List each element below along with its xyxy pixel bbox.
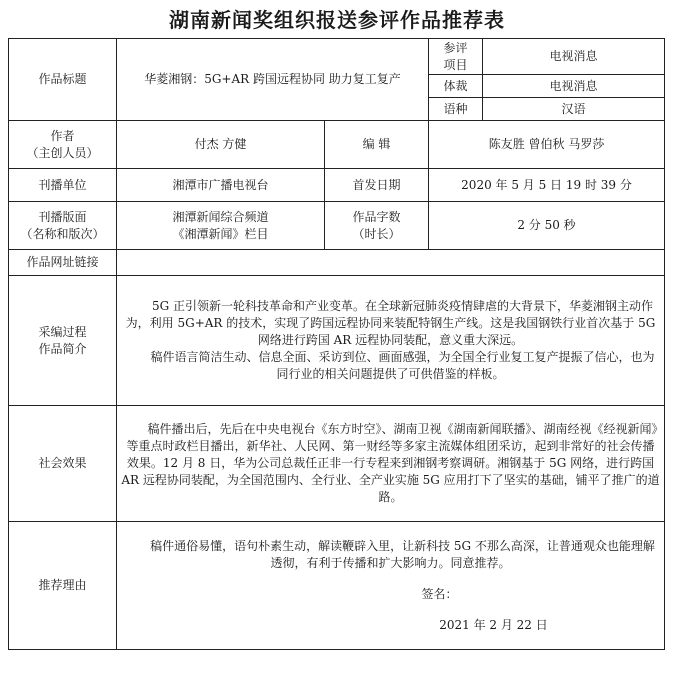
- url-value: [117, 250, 665, 276]
- signature-date: 2021 年 2 月 22 日: [439, 617, 548, 632]
- reason-text: [117, 522, 665, 650]
- intro-label: 采编过程 作品简介: [9, 276, 117, 406]
- recommendation-form: [8, 38, 665, 650]
- editor-label: 编 辑: [325, 121, 429, 169]
- first-date-value: 2020 年 5 月 5 日 19 时 39 分: [429, 169, 665, 202]
- intro-paragraph-2: 稿件语言简洁生动、信息全面、采访到位、画面感强，为全国全行业复工复产提振了信心，也为同行业的相关问题提供了可供借鉴的样板。: [150, 350, 655, 381]
- editor-value: 陈友胜 曾伯秋 马罗莎: [429, 121, 665, 169]
- work-title-label: 作品标题: [9, 39, 117, 121]
- category-label: 参评 项目: [429, 39, 483, 75]
- intro-text: [117, 276, 665, 406]
- length-label: 作品字数 （时长）: [325, 202, 429, 250]
- effect-text: [117, 406, 665, 522]
- length-value: 2 分 50 秒: [429, 202, 665, 250]
- publisher-label: 刊播单位: [9, 169, 117, 202]
- url-label: 作品网址链接: [9, 250, 117, 276]
- author-label: 作者 （主创人员）: [9, 121, 117, 169]
- work-title-value: 华菱湘钢：5G+AR 跨国远程协同 助力复工复产: [117, 39, 429, 121]
- effect-paragraph-1: 稿件播出后，先后在中央电视台《东方时空》、湖南卫视《湖南新闻联播》、湖南经视《经视新闻》等重点时政栏目播出，新华社、人民网、第一财经等多家主流媒体组团采访，起到非常好的社会传播效果。12 月 8 日，华为公司总裁任正非一行专程来到湘钢考察调研。湘钢基于 5G 网络，进行跨国 AR 远程协同装配，为全国范围内、全行业、全产业实施 5G 应用打下了坚实的基础，铺平了推广的道路。: [121, 422, 660, 504]
- effect-label: 社会效果: [9, 406, 117, 522]
- reason-label: 推荐理由: [9, 522, 117, 650]
- category-value: 电视消息: [483, 39, 665, 75]
- language-value: 汉语: [483, 98, 665, 121]
- intro-paragraph-1: 5G 正引领新一轮科技革命和产业变革。在全球新冠肺炎疫情肆虐的大背景下，华菱湘钢主动作为，利用 5G+AR 的技术，实现了跨国远程协同来装配特钢生产线。这是我国钢铁行业首次基于 5G 网络进行跨国 AR 远程协同装配，意义重大深远。: [125, 299, 656, 347]
- genre-label: 体裁: [429, 75, 483, 98]
- publisher-value: 湘潭市广播电视台: [117, 169, 325, 202]
- edition-value: 湘潭新闻综合频道 《湘潭新闻》栏目: [117, 202, 325, 250]
- edition-label: 刊播版面 （名称和版次）: [9, 202, 117, 250]
- form-title: 湖南新闻奖组织报送参评作品推荐表: [169, 8, 505, 32]
- genre-value: 电视消息: [483, 75, 665, 98]
- reason-paragraph-1: 稿件通俗易懂，语句朴素生动，解读鞭辟入里，让新科技 5G 不那么高深，让普通观众也能理解透彻，有利于传播和扩大影响力。同意推荐。: [150, 538, 655, 570]
- first-date-label: 首发日期: [325, 169, 429, 202]
- author-value: 付杰 方健: [117, 121, 325, 169]
- signature-label: 签名：: [421, 586, 458, 601]
- language-label: 语种: [429, 98, 483, 121]
